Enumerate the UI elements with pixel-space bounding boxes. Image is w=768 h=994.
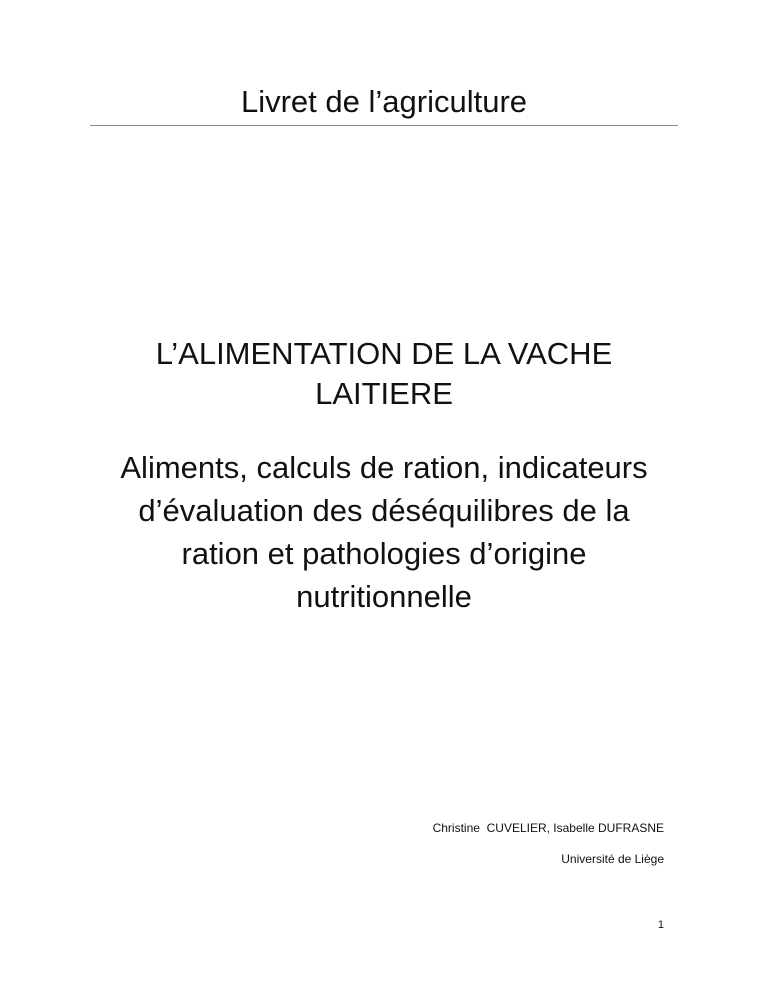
subtitle-line-3: ration et pathologies d’origine — [181, 536, 587, 571]
main-title-line-2: LAITIERE — [315, 376, 453, 411]
page-number: 1 — [657, 919, 664, 931]
main-title — [90, 334, 678, 414]
subtitle-line-1: Aliments, calculs de ration, indicateurs — [120, 450, 648, 485]
affiliation: Université de Liège — [561, 852, 664, 866]
authors: Christine CUVELIER, Isabelle DUFRASNE — [432, 821, 664, 835]
header-divider — [90, 125, 678, 126]
subtitle-line-4: nutritionnelle — [296, 579, 472, 614]
main-title-line-1: L’ALIMENTATION DE LA VACHE — [155, 336, 613, 371]
subtitle — [90, 446, 678, 618]
header-title: Livret de l’agriculture — [240, 84, 528, 119]
subtitle-line-2: d’évaluation des déséquilibres de la — [138, 493, 630, 528]
